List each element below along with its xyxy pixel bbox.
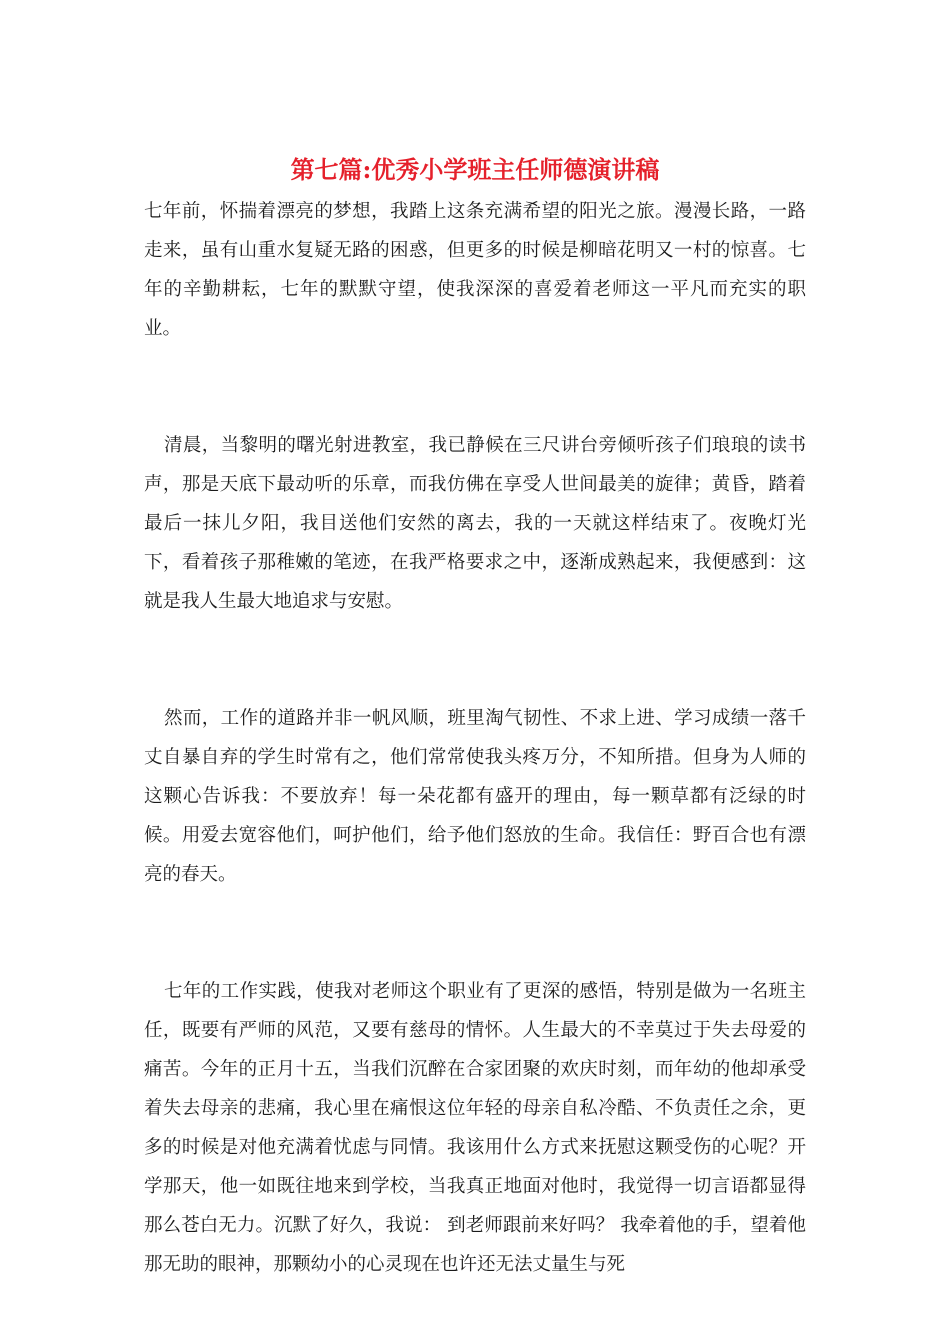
document-title: 第七篇:优秀小学班主任师德演讲稿 bbox=[290, 155, 660, 184]
paragraph-spacer bbox=[144, 348, 806, 426]
paragraph-1: 七年前，怀揣着漂亮的梦想，我踏上这条充满希望的阳光之旅。漫漫长路，一路走来，虽有山重水复疑无路的困惑，但更多的时候是柳暗花明又一村的惊喜。七年的辛勤耕耘，七年的默默守望，使我深深的喜爱着老师这一平凡而充实的职业。 bbox=[144, 201, 806, 339]
paragraph-3: 然而，工作的道路并非一帆风顺，班里淘气韧性、不求上进、学习成绩一落千丈自暴自弃的学生时常有之，他们常常使我头疼万分，不知所措。但身为人师的这颗心告诉我：不要放弃！每一朵花都有盛开的理由，每一颗草都有泛绿的时候。用爱去宽容他们，呵护他们，给予他们怒放的生命。我信任：野百合也有漂亮的春天。 bbox=[144, 708, 806, 885]
document-body bbox=[144, 192, 806, 1284]
paragraph-spacer bbox=[144, 621, 806, 699]
paragraph-spacer bbox=[144, 894, 806, 972]
paragraph-2: 清晨，当黎明的曙光射进教室，我已静候在三尺讲台旁倾听孩子们琅琅的读书声，那是天底下最动听的乐章，而我仿佛在享受人世间最美的旋律；黄昏，踏着最后一抹儿夕阳，我目送他们安然的离去，我的一天就这样结束了。夜晚灯光下，看着孩子那稚嫩的笔迹，在我严格要求之中，逐渐成熟起来，我便感到：这就是我人生最大地追求与安慰。 bbox=[144, 435, 806, 612]
paragraph-4: 七年的工作实践，使我对老师这个职业有了更深的感悟，特别是做为一名班主任，既要有严师的风范，又要有慈母的情怀。人生最大的不幸莫过于失去母爱的痛苦。今年的正月十五，当我们沉醉在合家团聚的欢庆时刻，而年幼的他却承受着失去母亲的悲痛，我心里在痛恨这位年轻的母亲自私冷酷、不负责任之余，更多的时候是对他充满着忧虑与同情。我该用什么方式来抚慰这颗受伤的心呢？开学那天，他一如既往地来到学校，当我真正地面对他时，我觉得一切言语都显得那么苍白无力。沉默了好久，我说： 到老师跟前来好吗？ 我牵着他的手，望着他那无助的眼神，那颗幼小的心灵现在也许还无法丈量生与死 bbox=[144, 981, 806, 1275]
